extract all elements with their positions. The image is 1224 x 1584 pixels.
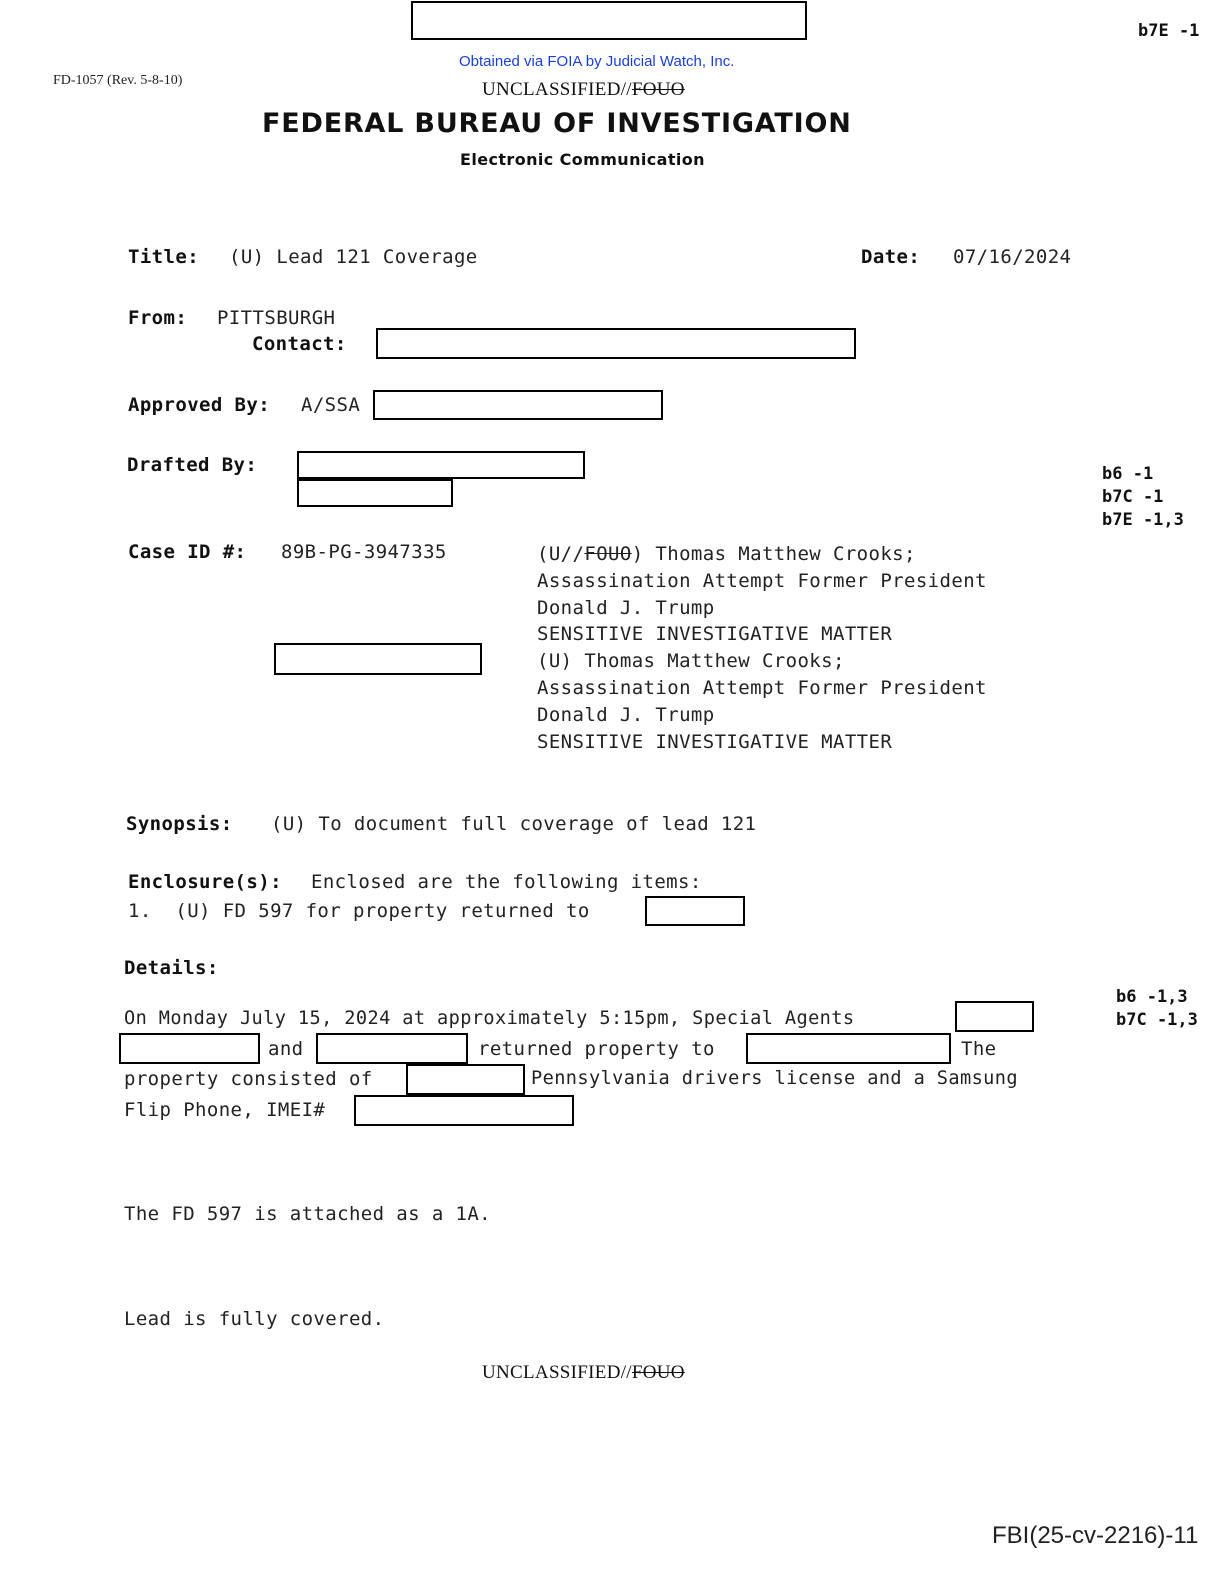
date-label: Date: bbox=[861, 246, 921, 268]
case-entry-line: Donald J. Trump bbox=[537, 596, 715, 619]
case-entry-line: Assassination Attempt Former President bbox=[537, 569, 987, 592]
exemption-code: b7E -1,3 bbox=[1102, 510, 1184, 530]
date-value: 07/16/2024 bbox=[953, 246, 1072, 268]
redaction-box-drafter-1 bbox=[297, 451, 585, 479]
drafted-label: Drafted By: bbox=[127, 454, 258, 476]
classification-marking-top bbox=[482, 79, 685, 101]
form-id: FD-1057 (Rev. 5-8-10) bbox=[53, 73, 183, 88]
redaction-box-imei bbox=[354, 1095, 574, 1126]
redaction-box-case-id bbox=[274, 643, 482, 675]
case-entry-line: (U//FOUO) Thomas Matthew Crooks; bbox=[537, 543, 916, 565]
case-entry-line: SENSITIVE INVESTIGATIVE MATTER bbox=[537, 623, 893, 646]
details-the: The bbox=[961, 1038, 997, 1060]
redaction-box-top bbox=[411, 1, 807, 40]
case-entry-line: Assassination Attempt Former President bbox=[537, 676, 987, 699]
exemption-code: b7C -1,3 bbox=[1116, 1010, 1198, 1030]
case-entry-line: SENSITIVE INVESTIGATIVE MATTER bbox=[537, 730, 893, 753]
details-label: Details: bbox=[124, 957, 219, 979]
details-consisted: property consisted of bbox=[124, 1068, 373, 1090]
case-entry-line: (U) Thomas Matthew Crooks; bbox=[537, 650, 845, 673]
exemption-code: b6 -1,3 bbox=[1116, 987, 1188, 1007]
classification-struck: FOUO bbox=[631, 1362, 685, 1383]
classification-marking-bottom bbox=[482, 1362, 685, 1384]
enclosures-label: Enclosure(s): bbox=[128, 871, 282, 893]
redaction-box-agent-2 bbox=[119, 1033, 260, 1064]
redaction-box-contact bbox=[376, 328, 856, 359]
synopsis-label: Synopsis: bbox=[126, 813, 233, 835]
bates-number: FBI(25-cv-2216)-11 bbox=[992, 1522, 1199, 1549]
details-license: Pennsylvania drivers license and a Samsung bbox=[531, 1068, 1018, 1089]
agency-heading: FEDERAL BUREAU OF INVESTIGATION bbox=[262, 108, 852, 139]
approved-label: Approved By: bbox=[128, 394, 271, 416]
case-id-label: Case ID #: bbox=[128, 541, 247, 563]
exemption-code: b6 -1 bbox=[1102, 464, 1154, 484]
case-id-value: 89B-PG-3947335 bbox=[281, 541, 447, 563]
approved-value: A/SSA bbox=[301, 394, 361, 416]
redaction-box-approver bbox=[373, 390, 663, 420]
details-returned: returned property to bbox=[478, 1038, 715, 1060]
details-phone: Flip Phone, IMEI# bbox=[124, 1099, 326, 1121]
from-label: From: bbox=[128, 307, 188, 329]
document-type: Electronic Communication bbox=[460, 150, 705, 169]
classification-struck: FOUO bbox=[631, 79, 685, 100]
redaction-box-license-state bbox=[406, 1064, 525, 1095]
case-entry-line: Donald J. Trump bbox=[537, 703, 715, 726]
exemption-codes-drafted bbox=[1102, 463, 1184, 532]
redaction-box-drafter-2 bbox=[297, 479, 453, 507]
exemption-codes-details bbox=[1116, 986, 1198, 1032]
redaction-box-agent-1 bbox=[955, 1001, 1034, 1032]
details-line-1: On Monday July 15, 2024 at approximately 5:15pm, Special Agents bbox=[124, 1008, 855, 1029]
redaction-box-enclosure bbox=[645, 896, 745, 926]
details-attached: The FD 597 is attached as a 1A. bbox=[124, 1203, 492, 1225]
classification-prefix: UNCLASSIFIED// bbox=[482, 1362, 632, 1383]
enclosures-intro: Enclosed are the following items: bbox=[311, 871, 702, 893]
title-label: Title: bbox=[128, 246, 200, 268]
synopsis-text: (U) To document full coverage of lead 121 bbox=[271, 813, 757, 835]
from-value: PITTSBURGH bbox=[217, 307, 336, 329]
enclosure-item: 1. (U) FD 597 for property returned to bbox=[128, 900, 590, 922]
details-covered: Lead is fully covered. bbox=[124, 1308, 385, 1330]
contact-label: Contact: bbox=[252, 333, 347, 355]
redaction-box-recipient bbox=[746, 1033, 951, 1064]
title-value: (U) Lead 121 Coverage bbox=[229, 246, 478, 268]
case-entries bbox=[537, 541, 987, 755]
redaction-box-agent-3 bbox=[316, 1033, 468, 1064]
foia-notice: Obtained via FOIA by Judicial Watch, Inc. bbox=[459, 53, 735, 70]
exemption-code: b7C -1 bbox=[1102, 487, 1164, 507]
exemption-code-top: b7E -1 bbox=[1138, 21, 1200, 41]
details-and: and bbox=[268, 1038, 304, 1060]
classification-prefix: UNCLASSIFIED// bbox=[482, 79, 632, 100]
